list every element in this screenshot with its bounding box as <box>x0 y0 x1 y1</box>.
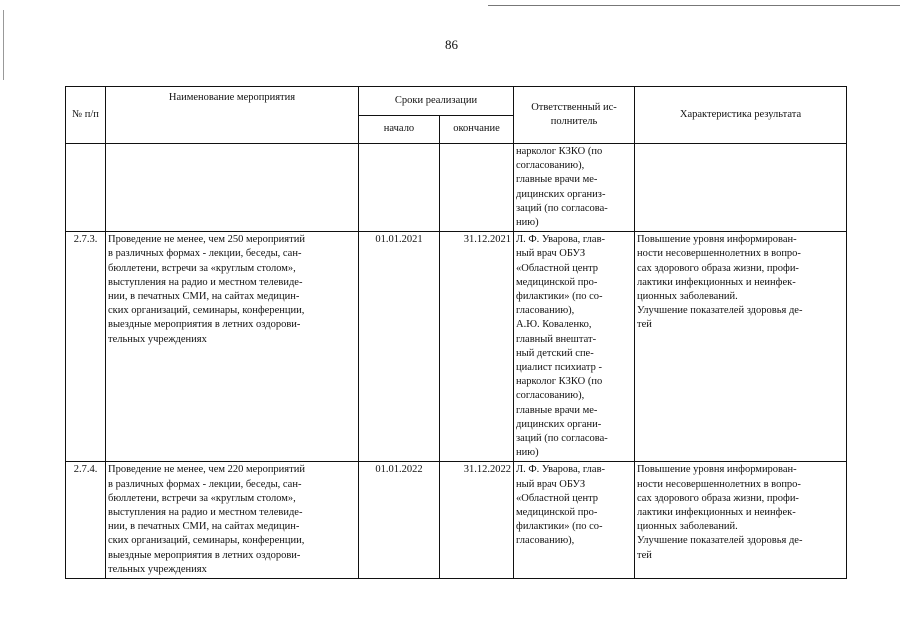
page-number: 86 <box>445 37 458 52</box>
table-row <box>66 232 847 462</box>
name-line: выездные мероприятия в летних оздорови- <box>108 549 301 561</box>
result-line: Повышение уровня информирован- <box>637 464 797 476</box>
result-line: Улучшение показателей здоровья де- <box>637 305 803 317</box>
cont-resp-line: нию) <box>516 217 539 229</box>
result-line: лактики инфекционных и неинфек- <box>637 276 796 288</box>
resp-line: нарколог КЗКО (по <box>516 376 603 388</box>
measures-table <box>65 86 847 579</box>
row-responsible <box>514 232 635 462</box>
resp-line: главные врачи ме- <box>516 404 598 416</box>
result-line: ности несовершеннолетних в вопро- <box>637 248 801 260</box>
name-line: выступления на радио и местном телевиде- <box>108 507 303 519</box>
row-start-date: 01.01.2022 <box>359 462 440 579</box>
name-line: Проведение не менее, чем 220 мероприятий <box>108 464 305 476</box>
header-start: начало <box>359 116 440 144</box>
continuation-row <box>66 144 847 232</box>
resp-line: медицинской про- <box>516 276 598 288</box>
resp-line: гласованию), <box>516 305 575 317</box>
name-line: бюллетени, встречи за «круглым столом», <box>108 492 296 504</box>
row-num: 2.7.3. <box>66 232 106 462</box>
header-responsible: Ответственный ис-полнитель <box>514 87 635 144</box>
row-responsible <box>514 462 635 579</box>
name-line: тельных учреждениях <box>108 333 207 345</box>
row-result <box>635 462 847 579</box>
result-line: ционных заболеваний. <box>637 521 738 533</box>
resp-line: заций (по согласова- <box>516 433 608 445</box>
cont-result-cell <box>635 144 847 232</box>
header-end: окончание <box>440 116 514 144</box>
resp-line: согласованию), <box>516 390 585 402</box>
result-line: Повышение уровня информирован- <box>637 234 797 246</box>
result-line: лактики инфекционных и неинфек- <box>637 507 796 519</box>
row-name <box>106 232 359 462</box>
name-line: тельных учреждениях <box>108 563 207 575</box>
row-num: 2.7.4. <box>66 462 106 579</box>
result-line: тей <box>637 319 652 331</box>
result-line: сах здорового образа жизни, профи- <box>637 262 799 274</box>
row-end-date: 31.12.2021 <box>440 232 514 462</box>
resp-line: А.Ю. Коваленко, <box>516 319 592 331</box>
header-result: Характеристика результата <box>635 87 847 144</box>
row-end-date: 31.12.2022 <box>440 462 514 579</box>
cont-responsible-cell <box>514 144 635 232</box>
resp-line: филактики» (по со- <box>516 521 603 533</box>
resp-line: Л. Ф. Уварова, глав- <box>516 234 606 246</box>
cont-resp-line: дицинских организ- <box>516 188 606 200</box>
resp-line: медицинской про- <box>516 507 598 519</box>
row-name <box>106 462 359 579</box>
resp-line: Л. Ф. Уварова, глав- <box>516 464 606 476</box>
resp-line: гласованию), <box>516 535 575 547</box>
name-line: нии, в печатных СМИ, на сайтах медицин- <box>108 521 300 533</box>
result-line: ционных заболеваний. <box>637 291 738 303</box>
resp-line: нию) <box>516 447 539 459</box>
resp-line: «Областной центр <box>516 262 599 274</box>
name-line: ских организаций, семинары, конференции, <box>108 305 305 317</box>
resp-line: «Областной центр <box>516 492 599 504</box>
cont-end-cell <box>440 144 514 232</box>
name-line: ских организаций, семинары, конференции, <box>108 535 305 547</box>
header-row-1 <box>66 87 847 116</box>
name-line: в различных формах - лекции, беседы, сан- <box>108 478 302 490</box>
cont-name-cell <box>106 144 359 232</box>
name-line: в различных формах - лекции, беседы, сан- <box>108 248 302 260</box>
resp-line: филактики» (по со- <box>516 291 603 303</box>
cont-resp-line: главные врачи ме- <box>516 174 598 186</box>
cont-num-cell <box>66 144 106 232</box>
cont-resp-line: нарколог КЗКО (по <box>516 146 603 157</box>
resp-line: дицинских органи- <box>516 418 602 430</box>
scan-margin-mark <box>3 10 4 80</box>
name-line: выступления на радио и местном телевиде- <box>108 276 303 288</box>
result-line: ности несовершеннолетних в вопро- <box>637 478 801 490</box>
name-line: выездные мероприятия в летних оздорови- <box>108 319 301 331</box>
row-result <box>635 232 847 462</box>
resp-line: циалист психиатр - <box>516 362 602 374</box>
header-name: Наименование мероприятия <box>106 87 359 144</box>
resp-line: ный врач ОБУЗ <box>516 478 586 490</box>
result-line: тей <box>637 549 652 561</box>
header-num: № п/п <box>66 87 106 144</box>
cont-resp-line: заций (по согласова- <box>516 202 608 214</box>
resp-line: ный врач ОБУЗ <box>516 248 586 260</box>
header-period: Сроки реализации <box>359 87 514 116</box>
row-start-date: 01.01.2021 <box>359 232 440 462</box>
result-line: сах здорового образа жизни, профи- <box>637 492 799 504</box>
cont-start-cell <box>359 144 440 232</box>
table-row <box>66 462 847 579</box>
cont-resp-line: согласованию), <box>516 160 585 172</box>
resp-line: ный детский спе- <box>516 347 594 359</box>
name-line: нии, в печатных СМИ, на сайтах медицин- <box>108 291 300 303</box>
name-line: Проведение не менее, чем 250 мероприятий <box>108 234 305 246</box>
name-line: бюллетени, встречи за «круглым столом», <box>108 262 296 274</box>
scan-edge-line <box>488 5 900 6</box>
result-line: Улучшение показателей здоровья де- <box>637 535 803 547</box>
resp-line: главный внештат- <box>516 333 597 345</box>
